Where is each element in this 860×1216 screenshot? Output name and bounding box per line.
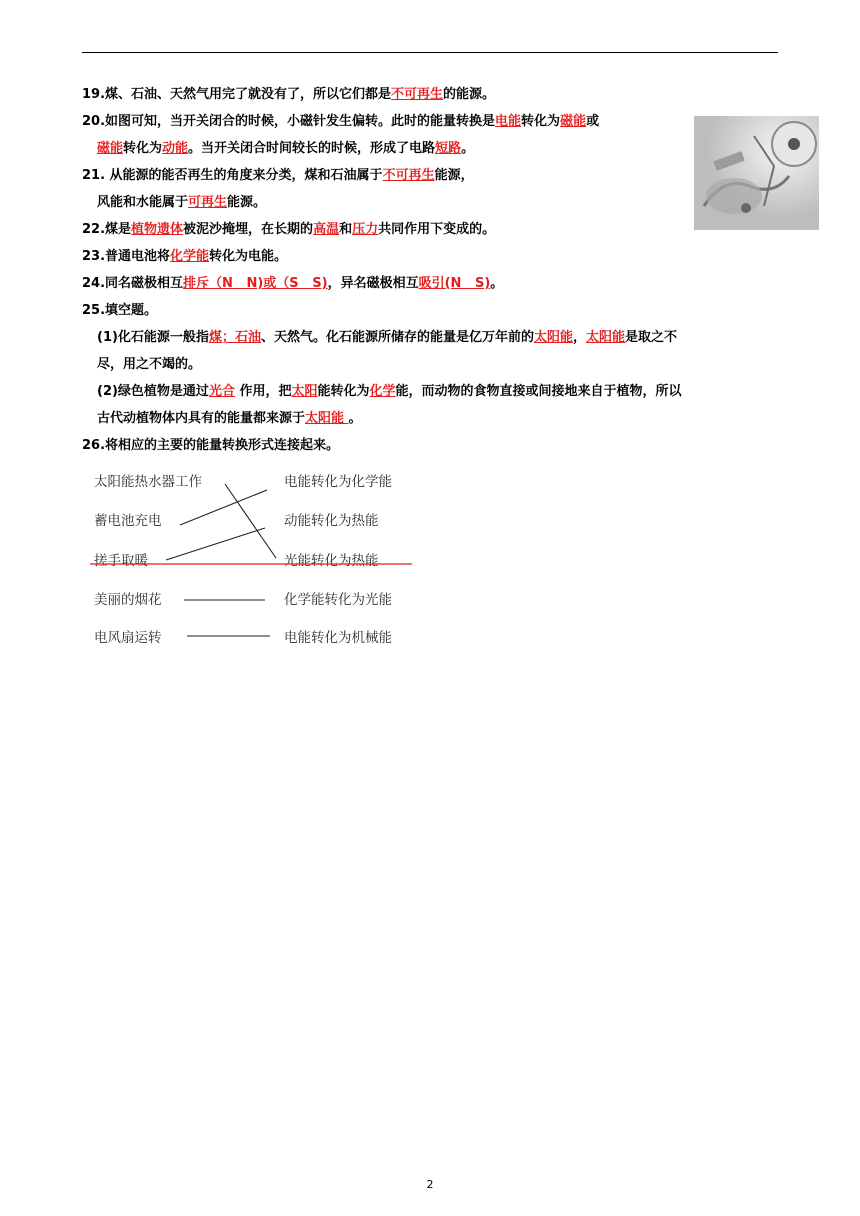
q25-title: 25.填空题。 xyxy=(82,303,158,318)
question-26-title xyxy=(82,437,339,455)
q19-text-end: 的能源。 xyxy=(443,87,496,102)
q20-text: 。 xyxy=(461,141,475,156)
question-22 xyxy=(82,221,495,239)
question-25-part2-line1 xyxy=(97,383,682,401)
question-19 xyxy=(82,86,495,104)
question-21-line2 xyxy=(97,194,266,212)
q23-text: 23.普通电池将 xyxy=(82,249,171,264)
q20-answer-4: 动能 xyxy=(162,141,189,156)
q25-answer-5: 太阳 xyxy=(291,384,318,399)
q22-text: 共同作用下变成的。 xyxy=(378,222,496,237)
q21-text: 能源。 xyxy=(227,195,267,210)
q20-text: 20.如图可知，当开关闭合的时候，小磁针发生偏转。此时的能量转换是 xyxy=(82,114,496,129)
q20-text: 或 xyxy=(586,114,600,129)
q19-answer: 不可再生 xyxy=(391,87,444,102)
left-item-1: 太阳能热水器工作 xyxy=(94,474,202,490)
q25-answer-6: 化学 xyxy=(369,384,396,399)
q23-answer: 化学能 xyxy=(170,249,210,264)
question-25-part1-line2 xyxy=(97,356,201,374)
q20-answer-1: 电能 xyxy=(495,114,522,129)
q20-answer-5: 短路 xyxy=(435,141,462,156)
right-item-5: 电能转化为机械能 xyxy=(284,630,392,646)
header-rule xyxy=(82,52,778,53)
question-24 xyxy=(82,275,503,293)
right-item-4: 化学能转化为光能 xyxy=(284,592,392,608)
q20-answer-2: 磁能 xyxy=(560,114,587,129)
question-25-title xyxy=(82,302,157,320)
q21-text: 风能和水能属于 xyxy=(97,195,189,210)
q22-answer-1: 植物遗体 xyxy=(131,222,184,237)
left-item-3: 搓手取暖 xyxy=(94,553,148,569)
q21-text: 能源， xyxy=(434,168,474,183)
q19-text: 19.煤、石油、天然气用完了就没有了，所以它们都是 xyxy=(82,87,392,102)
circuit-photo xyxy=(694,116,819,230)
question-21-line1 xyxy=(82,167,474,185)
q22-text: 22.煤是 xyxy=(82,222,132,237)
q25-text: 。 xyxy=(348,411,362,426)
q22-text: 被泥沙掩埋，在长期的 xyxy=(183,222,314,237)
q25-text: 能转化为 xyxy=(317,384,370,399)
page-number: 2 xyxy=(426,1178,434,1191)
q25-answer-3: 太阳能 xyxy=(586,330,626,345)
right-item-3: 光能转化为热能 xyxy=(284,553,379,569)
match-line-2-1 xyxy=(180,490,267,525)
question-20-line2 xyxy=(97,140,474,158)
q25-text: 尽，用之不竭的。 xyxy=(97,357,202,372)
question-20-line1 xyxy=(82,113,599,131)
q20-text: 转化为 xyxy=(123,141,163,156)
q20-text: 。当开关闭合时间较长的时候，形成了电路 xyxy=(188,141,436,156)
question-25-part1-line1 xyxy=(97,329,677,347)
right-item-2: 动能转化为热能 xyxy=(284,513,379,529)
right-item-1: 电能转化为化学能 xyxy=(284,474,392,490)
left-item-2: 蓄电池充电 xyxy=(94,513,162,529)
q25-text: (1)化石能源一般指 xyxy=(97,330,209,345)
question-23 xyxy=(82,248,287,266)
q25-text: (2)绿色植物是通过 xyxy=(97,384,209,399)
circuit-photo-image xyxy=(694,116,819,230)
q22-text: 和 xyxy=(339,222,353,237)
q24-answer-1: 排斥（N N)或（S S) xyxy=(183,276,328,291)
q25-answer-1: 煤；石油 xyxy=(208,330,261,345)
q21-answer-2: 可再生 xyxy=(188,195,228,210)
q25-text: ， xyxy=(572,330,586,345)
q22-answer-3: 压力 xyxy=(352,222,379,237)
q25-text: 、天然气。化石能源所储存的能量是亿万年前的 xyxy=(260,330,534,345)
q25-answer-7: 太阳能 xyxy=(305,411,349,426)
q24-text: ，异名磁极相互 xyxy=(327,276,419,291)
left-item-5: 电风扇运转 xyxy=(94,630,162,646)
q25-text: 是取之不 xyxy=(625,330,678,345)
matching-lines xyxy=(82,468,422,658)
q20-answer-3: 磁能 xyxy=(97,141,124,156)
question-25-part2-line2 xyxy=(97,410,362,428)
match-line-1-3 xyxy=(225,484,276,558)
q23-text: 转化为电能。 xyxy=(209,249,288,264)
q25-answer-4: 光合 xyxy=(208,384,235,399)
q21-answer-1: 不可再生 xyxy=(382,168,435,183)
q25-text: 作用，把 xyxy=(234,384,292,399)
q25-text: 古代动植物体内具有的能量都来源于 xyxy=(97,411,306,426)
q26-title: 26.将相应的主要的能量转换形式连接起来。 xyxy=(82,438,340,453)
q24-text: 。 xyxy=(490,276,504,291)
q21-text: 21. 从能源的能否再生的角度来分类，煤和石油属于 xyxy=(82,168,383,183)
q22-answer-2: 高温 xyxy=(313,222,340,237)
q25-text: 能，而动物的食物直接或间接地来自于植物，所以 xyxy=(395,384,682,399)
q25-answer-2: 太阳能 xyxy=(533,330,573,345)
match-line-3-2 xyxy=(166,528,265,560)
q24-text: 24.同名磁极相互 xyxy=(82,276,184,291)
matching-exercise xyxy=(82,468,422,658)
q24-answer-2: 吸引(N S) xyxy=(418,276,491,291)
q20-text: 转化为 xyxy=(521,114,561,129)
left-item-4: 美丽的烟花 xyxy=(94,592,162,608)
